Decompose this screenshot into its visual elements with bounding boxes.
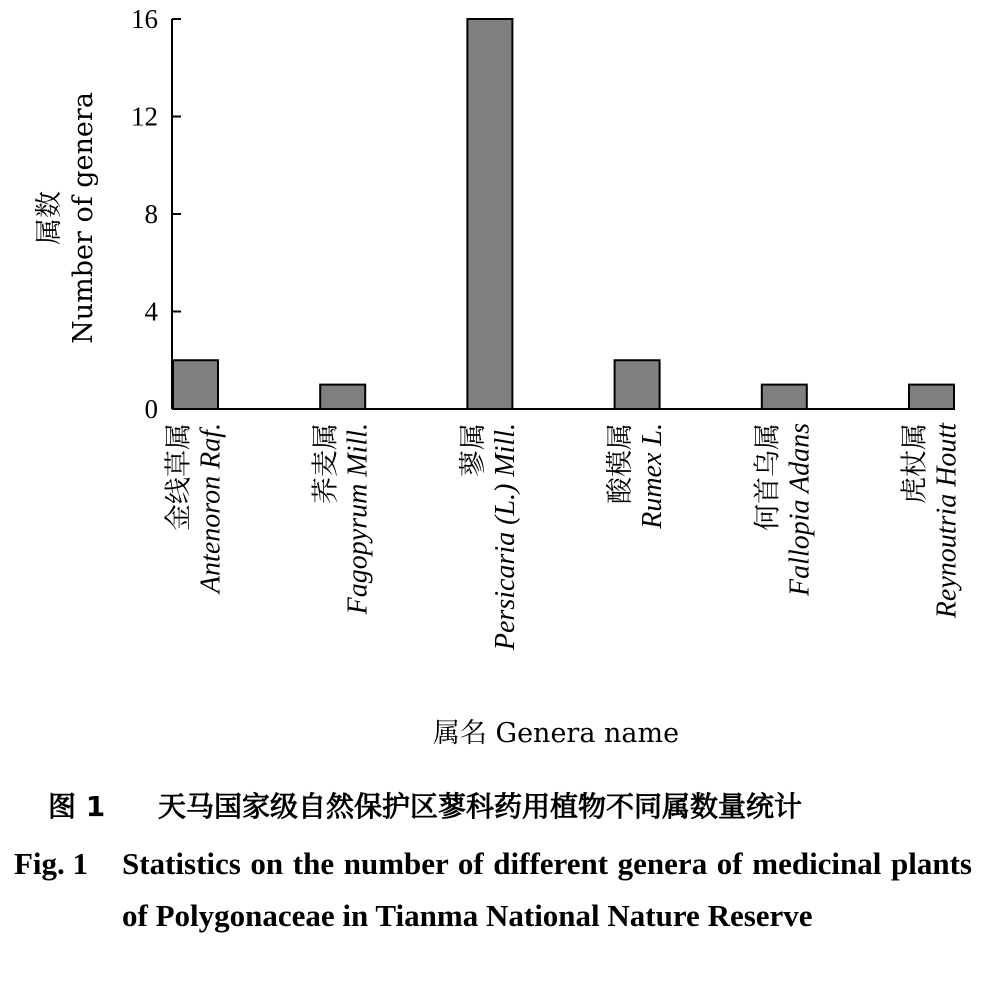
bar: [173, 360, 218, 409]
category-label-latin: Persicaria (L.) Mill.: [489, 423, 521, 651]
bar: [615, 360, 660, 409]
category-label: [605, 423, 668, 530]
bar: [909, 385, 954, 409]
category-label-latin: Fallopia Adans: [784, 423, 816, 596]
chart-axes: [172, 19, 955, 409]
y-tick-label: 8: [144, 199, 158, 229]
category-label: [311, 423, 374, 615]
bar: [467, 19, 512, 409]
category-label-cn: 虎杖属: [899, 423, 931, 504]
category-label: [900, 422, 963, 619]
category-label-cn: 蓼属: [457, 423, 489, 477]
category-label-cn: 何首乌属: [752, 423, 784, 531]
category-label-cn: 酸模属: [605, 423, 637, 504]
category-label: [752, 423, 815, 597]
x-axis-category-labels: [164, 422, 963, 651]
category-label: [164, 423, 227, 595]
category-label-latin: Antenoron Raf.: [195, 423, 227, 594]
category-label-latin: Rumex L.: [637, 423, 669, 529]
figure-number-en: Fig. 1: [14, 846, 89, 881]
chart-bars: [173, 19, 954, 409]
figure-number-cn: 图 1: [48, 790, 106, 823]
figure-caption-cn-text: 天马国家级自然保护区蓼科药用植物不同属数量统计: [158, 790, 803, 823]
category-label-cn: 金线草属: [163, 423, 195, 531]
bar: [762, 385, 807, 409]
category-label: [458, 423, 521, 651]
y-axis-title-cn: 属数: [34, 191, 65, 245]
y-tick-label: 0: [144, 394, 158, 424]
y-axis-title: [34, 92, 99, 344]
figure-caption-cn: [0, 785, 986, 825]
y-tick-label: 12: [131, 101, 158, 132]
y-tick-label: 4: [144, 296, 158, 327]
bar: [320, 385, 365, 409]
category-label-cn: 荞麦属: [310, 423, 342, 504]
x-axis-title: 属名 Genera name: [432, 718, 680, 749]
y-axis-title-en: Number of genera: [68, 92, 99, 344]
y-tick-label: 16: [131, 4, 158, 34]
category-label-latin: Reynoutria Houtt: [931, 423, 963, 619]
category-label-latin: Fagopyrum Mill.: [342, 423, 374, 615]
figure-caption-en-text: Statistics on the number of different genera of medicinal plants of Polygonaceae in Tianma National Nature Reserve: [122, 846, 972, 933]
